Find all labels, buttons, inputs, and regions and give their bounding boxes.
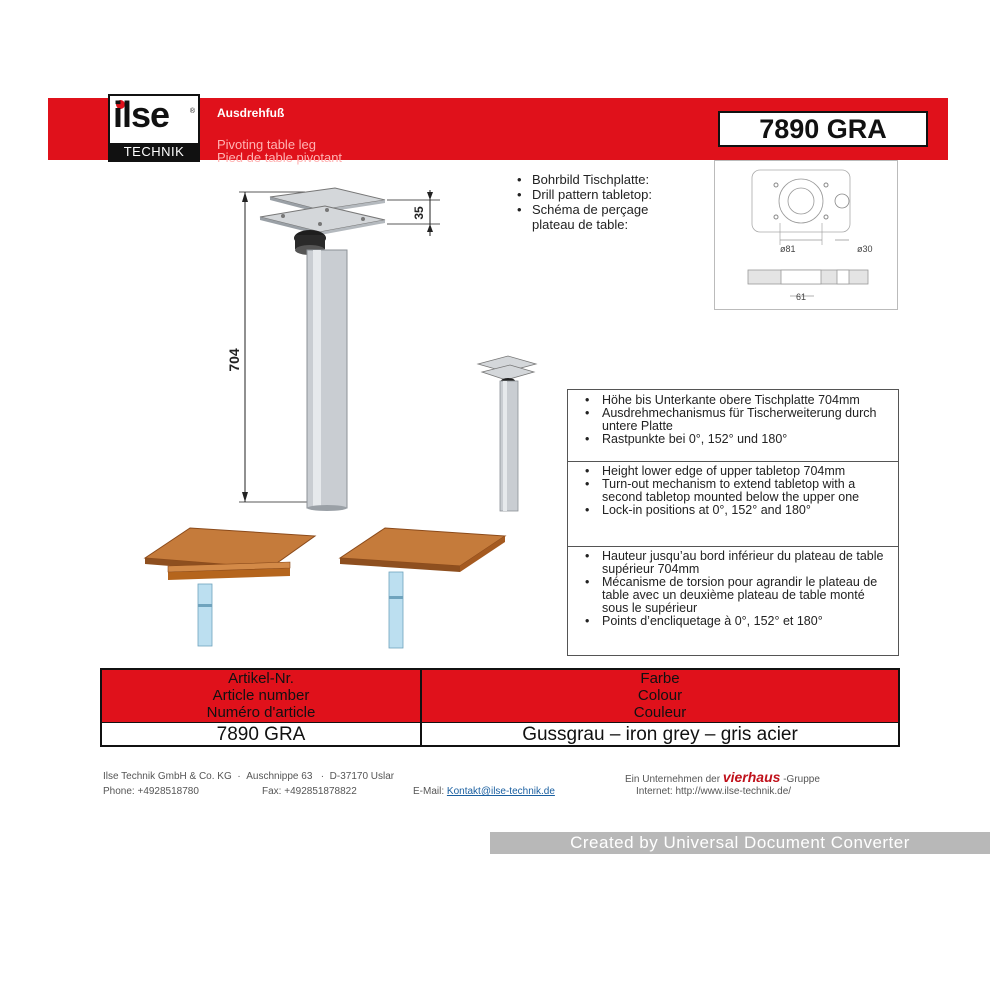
drill-pattern-item: • Drill pattern tabletop: <box>512 187 652 202</box>
email-link[interactable]: Kontakt@ilse-technik.de <box>446 786 555 797</box>
logo-word: ilse <box>113 94 170 135</box>
table-leg-drawing <box>225 180 455 520</box>
spec-item: • Hauteur jusqu’au bord inférieur du plateau de table supérieur 704mm <box>568 550 898 576</box>
footer-phone: Phone: +4928518780 <box>103 786 199 797</box>
article-code-box <box>718 111 928 147</box>
extended-tabletop-illustrations <box>140 520 520 655</box>
product-title-fr: Pied de table pivotant <box>217 150 343 165</box>
footer-address: Ilse Technik GmbH & Co. KG · Auschnippe 63 · D-37170 Uslar <box>103 771 395 782</box>
spec-section-fr <box>568 547 898 655</box>
drill-pattern-item: • Bohrbild Tischplatte: <box>512 172 652 187</box>
hole-diameter-30: ø30 <box>857 244 873 254</box>
footer-fax: Fax: +492851878822 <box>262 786 357 797</box>
logo-subtitle: TECHNIK <box>110 143 198 160</box>
product-title-de: Ausdrehfuß <box>217 106 285 120</box>
vierhaus-logo: vierhaus <box>722 769 781 785</box>
spec-item: • Turn-out mechanism to extend tabletop with a second tabletop mounted below the upper one <box>568 478 898 504</box>
footer-group: Ein Unternehmen der vierhaus -Gruppe <box>625 769 820 785</box>
footer-internet[interactable]: Internet: http://www.ilse-technik.de/ <box>636 786 792 797</box>
spec-section-de <box>568 390 898 462</box>
spec-item: • Points d’encliquetage à 0°, 152° et 180° <box>568 615 898 628</box>
spec-item: • Rastpunkte bei 0°, 152° und 180° <box>568 433 898 446</box>
spec-item: • Mécanisme de torsion pour agrandir le plateau de table avec un deuxième plateau de table monté sous le supérieur <box>568 576 898 615</box>
specification-box <box>567 389 899 656</box>
drill-pattern-continuation: plateau de table: <box>532 217 629 232</box>
section-dimension-61: 61 <box>796 292 807 302</box>
article-number-cell: 7890 GRA <box>102 722 420 746</box>
article-table <box>100 668 900 747</box>
plate-dimension-label: 35 <box>412 206 426 220</box>
colour-cell: Gussgrau – iron grey – gris acier <box>422 722 898 746</box>
ilse-technik-logo: ilse ® TECHNIK <box>108 94 200 162</box>
small-table-leg-illustration <box>470 352 550 517</box>
colour-header: Farbe Colour Couleur <box>422 670 898 722</box>
article-number-header: Artikel-Nr. Article number Numéro d'article <box>102 670 420 722</box>
spec-item: • Height lower edge of upper tabletop 704mm <box>568 465 898 478</box>
height-dimension-label: 704 <box>226 348 242 372</box>
article-code: 7890 GRA <box>759 114 887 144</box>
drill-pattern-item: • Schéma de perçage <box>512 202 652 217</box>
hole-diameter-81: ø81 <box>780 244 796 254</box>
drill-pattern-list <box>512 172 652 232</box>
spec-item: • Höhe bis Unterkante obere Tischplatte 704mm <box>568 394 898 407</box>
converter-watermark: Created by Universal Document Converter <box>490 832 990 854</box>
spec-section-en <box>568 462 898 547</box>
footer-email: E-Mail: Kontakt@ilse-technik.de <box>413 786 555 797</box>
spec-item: • Lock-in positions at 0°, 152° and 180° <box>568 504 898 517</box>
product-title-en: Pivoting table leg <box>217 137 317 152</box>
spec-item: • Ausdrehmechanismus für Tischerweiterung durch untere Platte <box>568 407 898 433</box>
drill-pattern-drawing <box>714 160 898 310</box>
